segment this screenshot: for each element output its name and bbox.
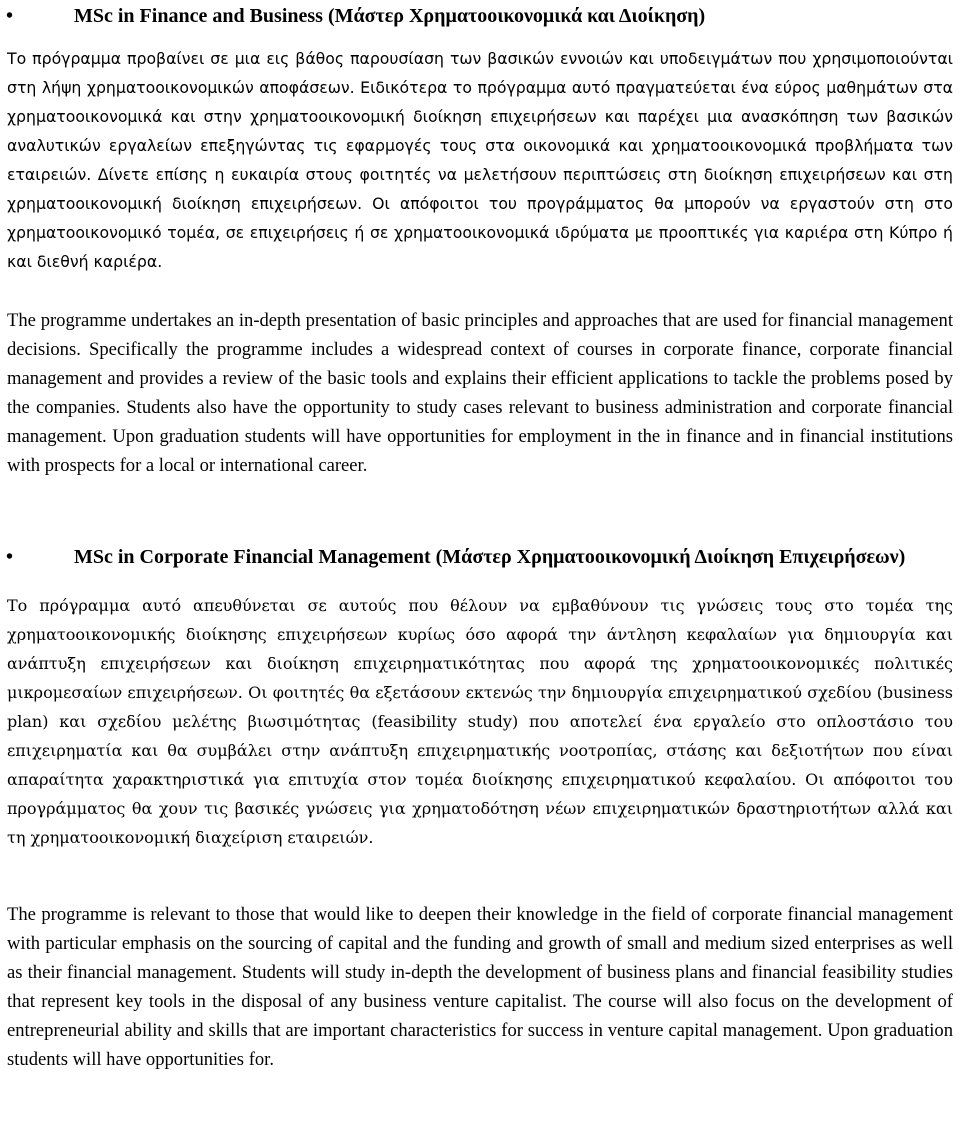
program-section-finance-and-business [7, 1, 953, 480]
greek-description: Το πρόγραμμα αυτό απευθύνεται σε αυτούς που θέλουν να εμβαθύνουν τις γνώσεις τους στο τομέα της χρηματοοικονομικής διοίκησης επιχειρήσεων κυρίως όσο αφορά την άντληση κεφαλαίων για δημιουργία και ανάπτυξη επιχειρήσεων και διοίκηση επιχειρηματικότητας που αφορά της χρηματοοικονομικές πολιτικές μικρομεσαίων επιχειρήσεων. Οι φοιτητές θα εξετάσουν εκτενώς την δημιουργία επιχειρηματικού σχεδίου (business plan) και σχεδίου μελέτης βιωσιμότητας (feasibility study) που αποτελεί ένα εργαλείο στο οπλοστάσιο του επιχειρηματία και θα συμβάλει στην ανάπτυξη επιχειρηματικής νοοτροπίας, στάσης και δεξιοτήτων που είναι απαραίτητα χαρακτηριστικά για επιτυχία στον τομέα διοίκησης επιχειρηματικού κεφαλαίου. Οι απόφοιτοι του προγράμματος θα χουν τις βασικές γνώσεις για χρηματοδότηση νέων επιχειρηματικών δραστηριοτήτων αλλά και τη χρηματοοικονομική διαχείριση εταιρειών. [7, 596, 953, 847]
program-title: MSc in Finance and Business (Μάστερ Χρηματοοικονομικά και Διοίκηση) [74, 5, 706, 27]
program-heading [7, 1, 953, 32]
english-description: The programme is relevant to those that would like to deepen their knowledge in the field of corporate financial management with particular emphasis on the sourcing of capital and the funding and growth of small and medium sized enterprises as well as their financial management. Students will study in-depth the development of business plans and financial feasibility studies that represent key tools in the disposal of any business venture capitalist. The course will also focus on the development of entrepreneurial ability and skills that are important characteristics for success in venture capital management. Upon graduation students will have opportunities for. [7, 904, 953, 1070]
english-description: The programme undertakes an in-depth presentation of basic principles and approaches that are used for financial management decisions. Specifically the programme includes a widespread context of courses in corporate finance, corporate financial management and provides a review of the basic tools and explains their efficient applications to tackle the problems posed by the companies. Students also have the opportunity to study cases relevant to business administration and corporate financial management. Upon graduation students will have opportunities for employment in the in finance and in financial institutions with prospects for a local or international career. [7, 310, 953, 476]
bullet-icon: • [6, 5, 14, 27]
program-heading [7, 542, 953, 573]
program-section-corporate-financial-management [7, 542, 953, 1074]
bullet-icon: • [6, 546, 14, 568]
greek-description: Το πρόγραμμα προβαίνει σε μια εις βάθος παρουσίαση των βασικών εννοιών και υποδειγμάτων που χρησιμοποιούνται στη λήψη χρηματοοικονομικών αποφάσεων. Ειδικότερα το πρόγραμμα αυτό πραγματεύεται ένα εύρος μαθημάτων στα χρηματοοικονομικά και στην χρηματοοικονομική διοίκηση επιχειρήσεων και παρέχει μια ανασκόπηση των βασικών αναλυτικών εργαλείων επεξηγώντας τις εφαρμογές τους στα οικονομικά και χρηματοοικονομικά προβλήματα των εταιρειών. Δίνετε επίσης η ευκαιρία στους φοιτητές να μελετήσουν περιπτώσεις στη διοίκηση επιχειρήσεων και στη χρηματοοικονομική διοίκηση επιχειρήσεων. Οι απόφοιτοι του προγράμματος θα μπορούν να εργαστούν στη στο χρηματοοικονομικό τομέα, σε επιχειρήσεις ή σε χρηματοοικονομικά ιδρύματα με προοπτικές για καριέρα στη Κύπρο ή και διεθνή καριέρα. [7, 49, 953, 271]
program-title: MSc in Corporate Financial Management (Μάστερ Χρηματοοικονομική Διοίκηση Επιχειρήσεων) [74, 546, 906, 568]
document-page [7, 0, 953, 1074]
